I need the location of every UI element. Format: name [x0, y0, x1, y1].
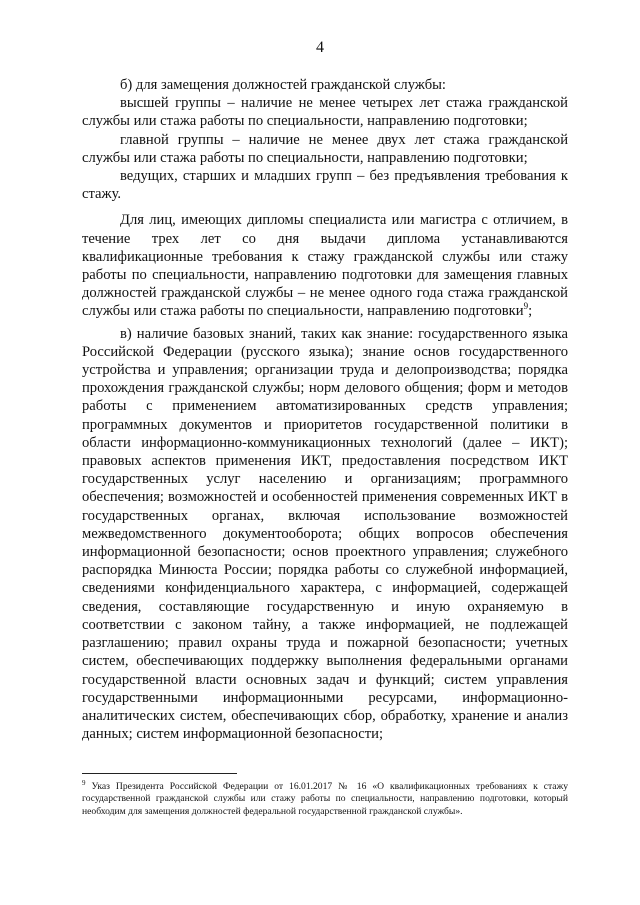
- paragraph-highest-group: высшей группы – наличие не менее четырех лет стажа гражданской службы или стажа работы по специальности, направлению подготовки;: [82, 95, 568, 130]
- paragraph-basic-knowledge: в) наличие базовых знаний, таких как знание: государственного языка Российской Федерации (русского языка); знание основ государственного устройства и управления; организации труда и делопроизводства; порядка прохождения гражданской службы; норм делового общения; форм и методов работы с применением автоматизированных средств управления; программных документов и приоритетов государственной политики в области информационно-коммуникационных технологий (далее – ИКТ); правовых аспектов применения ИКТ, предоставления посредством ИКТ государственных услуг населению и организациям; программного обеспечения; возможностей и особенностей применения современных ИКТ в государственных органах, включая использование возможностей межведомственного документооборота; общих вопросов обеспечения информационной безопасности; основ проектного управления; служебного распорядка Минюста России; порядка работы со служебной информацией, сведениями конфиденциального характера, с информацией, содержащей сведения, составляющие государственную и иную охраняемую в соответствии с законом тайну, а также информацией, не подлежащей разглашению; правил охраны труда и пожарной безопасности; учетных систем, обеспечивающих поддержку выполнения федеральными органами государственной власти основных задач и функций; систем управления государственными информационными ресурсами, информационно-аналитических систем, обеспечивающих сбор, обработку, хранение и анализ данных; систем информационной безопасности;: [82, 325, 568, 743]
- paragraph-civil-service-positions: б) для замещения должностей гражданской службы:: [120, 77, 446, 93]
- paragraph-leading-senior-junior-groups: ведущих, старших и младших групп – без предъявления требования к стажу.: [82, 168, 568, 203]
- footnote: [82, 778, 568, 818]
- page-number: 4: [316, 39, 324, 56]
- document-body: [82, 76, 568, 743]
- footnote-reference: 9: [523, 301, 529, 312]
- footnote-separator: [82, 773, 237, 774]
- paragraph-honors-diploma-text: Для лиц, имеющих дипломы специалиста или магистра с отличием, в течение трех лет со дня выдачи диплома устанавливаются квалификационные требования к стажу гражданской службы или стажу работы по специальности, направлению подготовки для замещения главных должностей гражданской службы – не менее одного года стажа гражданской службы или стажа работы по специальности, направлению подготовки: [82, 212, 568, 320]
- footnote-reference-punctuation: ;: [528, 303, 533, 320]
- paragraph-main-group: главной группы – наличие не менее двух лет стажа гражданской службы или стажа работы по специальности, направлению подготовки;: [82, 131, 568, 166]
- footnote-marker: 9: [82, 778, 86, 787]
- footnote-text: Указ Президента Российской Федерации от 16.01.2017 № 16 «О квалификационных требованиях к стажу государственной гражданской службы или стажу работы по специальности, направлению подготовки, который необходим для замещения должностей федеральной государственной гражданской службы».: [82, 781, 568, 817]
- paragraph-honors-diploma: [82, 211, 568, 320]
